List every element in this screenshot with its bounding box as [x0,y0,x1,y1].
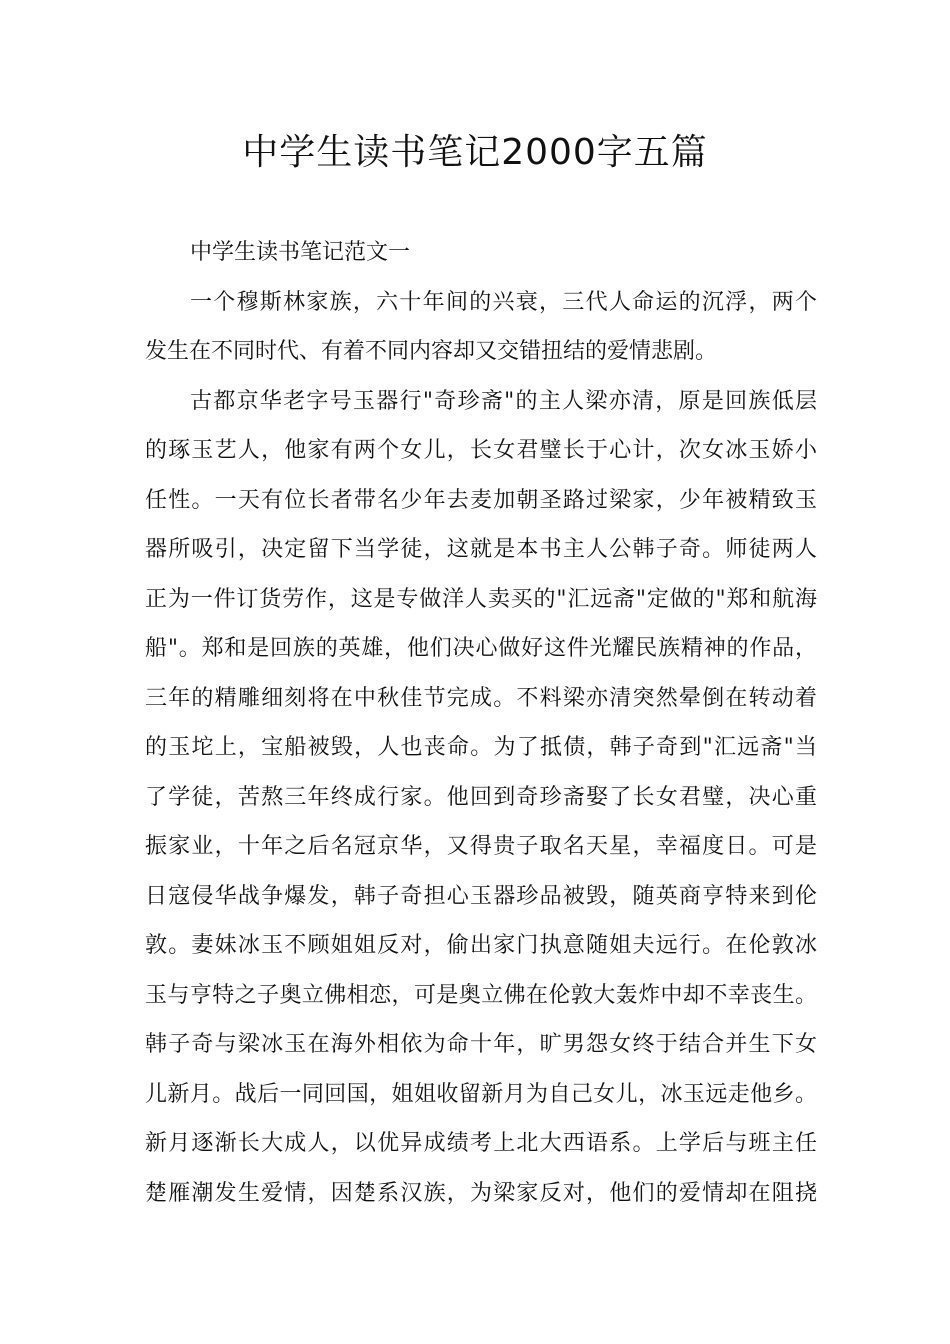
document-title: 中学生读书笔记2000字五篇 [242,132,708,173]
text-line: 了学徒，苦熬三年终成行家。他回到奇珍斋娶了长女君璧，决心重 [145,784,817,810]
text-line: 韩子奇与梁冰玉在海外相依为命十年，旷男怨女终于结合并生下女 [145,1032,817,1057]
section-heading: 中学生读书笔记范文一 [190,240,411,265]
document-body [145,228,817,1218]
paragraph [145,377,817,1219]
text-line: 日寇侵华战争爆发，韩子奇担心玉器珍品被毁，随英商亨特来到伦 [145,883,817,909]
text-line: 正为一件订货劳作，这是专做洋人卖买的"汇远斋"定做的"郑和航海 [145,586,817,612]
text-line: 的玉坨上，宝船被毁，人也丧命。为了抵债，韩子奇到"汇远斋"当 [145,735,817,760]
paragraph [145,278,817,377]
text-line: 玉与亨特之子奥立佛相恋，可是奥立佛在伦敦大轰炸中却不幸丧生。 [145,982,817,1008]
text-line: 儿新月。战后一同回国，姐姐收留新月为自己女儿，冰玉远走他乡。 [145,1081,817,1107]
text-line: 器所吸引，决定留下当学徒，这就是本书主人公韩子奇。师徒两人 [145,537,817,562]
text-line: 的琢玉艺人，他家有两个女儿，长女君璧长于心计，次女冰玉娇小 [145,438,817,463]
text-line: 古都京华老字号玉器行"奇珍斋"的主人梁亦清，原是回族低层 [190,388,817,414]
text-line: 振家业，十年之后名冠京华，又得贵子取名天星，幸福度日。可是 [145,834,817,859]
text-line: 发生在不同时代、有着不同内容却又交错扭结的爱情悲剧。 [145,339,718,364]
text-line: 楚雁潮发生爱情，因楚系汉族，为梁家反对，他们的爱情却在阻挠 [145,1180,817,1206]
text-line: 一个穆斯林家族，六十年间的兴衰，三代人命运的沉浮，两个 [190,289,817,315]
text-line: 新月逐渐长大成人，以优异成绩考上北大西语系。上学后与班主任 [145,1131,817,1156]
text-line: 船"。郑和是回族的英雄，他们决心做好这件光耀民族精神的作品， [145,636,817,661]
text-line: 三年的精雕细刻将在中秋佳节完成。不料梁亦清突然晕倒在转动着 [145,685,817,711]
text-line: 敦。妻妹冰玉不顾姐姐反对，偷出家门执意随姐夫远行。在伦敦冰 [145,933,817,958]
text-line: 任性。一天有位长者带名少年去麦加朝圣路过梁家，少年被精致玉 [145,487,817,513]
